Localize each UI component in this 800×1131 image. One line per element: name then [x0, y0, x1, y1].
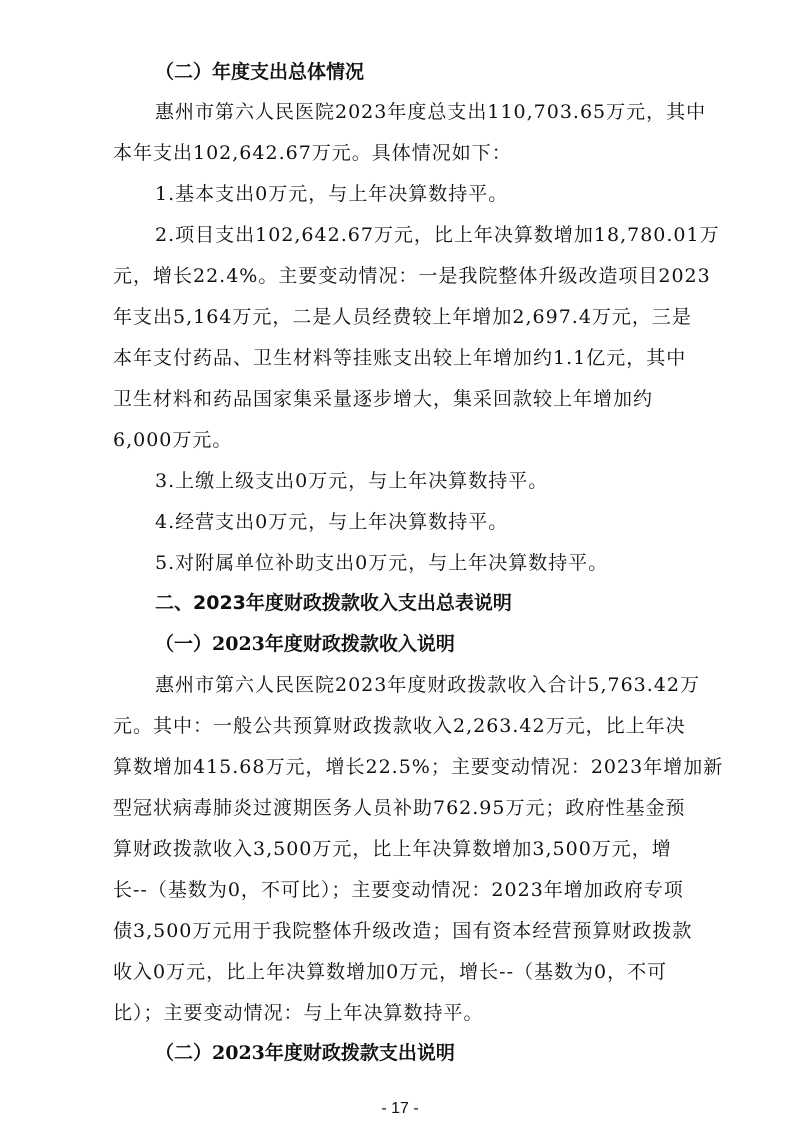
paragraph-line: 6,000万元。 — [113, 429, 233, 451]
list-item-remittance: 3.上缴上级支出0万元，与上年决算数持平。 — [155, 470, 549, 492]
list-item-basic-expenditure: 1.基本支出0万元，与上年决算数持平。 — [155, 183, 509, 205]
paragraph-line: 本年支出102,642.67万元。具体情况如下： — [113, 142, 512, 164]
list-item-operating: 4.经营支出0万元，与上年决算数持平。 — [155, 511, 509, 533]
paragraph-line: 本年支付药品、卫生材料等挂账支出较上年增加约1.1亿元，其中 — [113, 347, 687, 369]
paragraph-line: 元。其中：一般公共预算财政拨款收入2,263.42万元，比上年决 — [113, 715, 686, 737]
section-heading-fiscal-summary: 二、2023年度财政拨款收入支出总表说明 — [155, 592, 512, 614]
paragraph-line: 算财政拨款收入3,500万元，比上年决算数增加3,500万元，增 — [113, 838, 672, 860]
paragraph-line: 长--（基数为0，不可比）；主要变动情况：2023年增加政府专项 — [113, 879, 684, 901]
list-item-subsidiary: 5.对附属单位补助支出0万元，与上年决算数持平。 — [155, 552, 609, 574]
paragraph-line: 债3,500万元用于我院整体升级改造；国有资本经营预算财政拨款 — [113, 920, 693, 942]
subsection-heading-fiscal-expenditure: （二）2023年度财政拨款支出说明 — [155, 1042, 455, 1064]
paragraph-line: 收入0万元，比上年决算数增加0万元，增长--（基数为0，不可 — [113, 961, 668, 983]
paragraph-line: 年支出5,164万元，二是人员经费较上年增加2,697.4万元，三是 — [113, 306, 692, 328]
paragraph-line: 惠州市第六人民医院2023年度总支出110,703.65万元，其中 — [155, 101, 707, 123]
paragraph-line: 比）；主要变动情况：与上年决算数持平。 — [113, 1002, 484, 1024]
list-item-project-expenditure: 2.项目支出102,642.67万元，比上年决算数增加18,780.01万 — [155, 224, 720, 246]
paragraph-line: 算数增加415.68万元，增长22.5%；主要变动情况：2023年增加新 — [113, 756, 724, 778]
paragraph-line: 型冠状病毒肺炎过渡期医务人员补助762.95万元；政府性基金预 — [113, 797, 686, 819]
subsection-heading-fiscal-income: （一）2023年度财政拨款收入说明 — [155, 633, 455, 655]
section-heading-expenditure-overview: （二）年度支出总体情况 — [155, 61, 365, 83]
page-number: - 17 - — [381, 1100, 419, 1117]
paragraph-line: 惠州市第六人民医院2023年度财政拨款收入合计5,763.42万 — [155, 674, 700, 696]
paragraph-line: 元，增长22.4%。主要变动情况：一是我院整体升级改造项目2023 — [113, 265, 711, 287]
paragraph-line: 卫生材料和药品国家集采量逐步增大，集采回款较上年增加约 — [113, 388, 654, 410]
